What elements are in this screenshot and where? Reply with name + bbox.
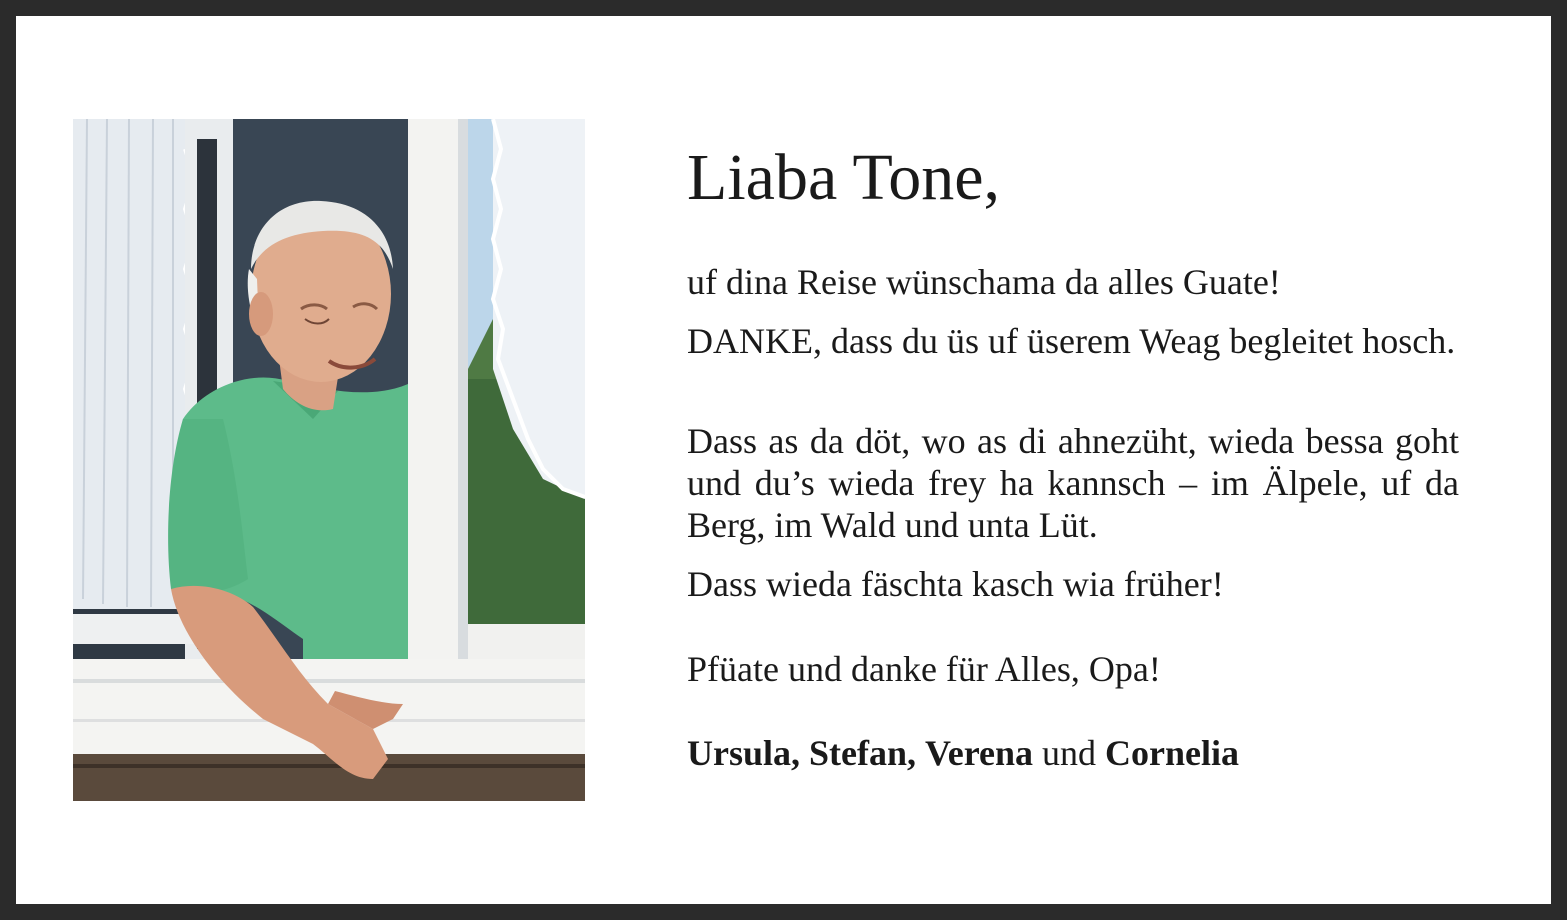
signature-name-cornelia: Cornelia (1105, 733, 1239, 773)
hope-paragraph: Dass as da döt, wo as di ahnezüht, wieda bessa goht und du’s wieda frey ha kannsch – im Älpele, uf da Berg, im Wald und unta Lüt. (687, 421, 1459, 545)
celebrate-line: Dass wieda fäschta kasch wia früher! (687, 564, 1224, 604)
signature-name-ursula: Ursula, (687, 733, 801, 773)
signature-name-stefan: Stefan, (809, 733, 917, 773)
thanks-line: DANKE, dass du üs uf üserem Weag begleitet hosch. (687, 321, 1456, 361)
wish-line: uf dina Reise wünschama da alles Guate! (687, 262, 1281, 302)
signature (687, 732, 1459, 774)
portrait-photo (73, 119, 585, 801)
farewell-line: Pfüate und danke für Alles, Opa! (687, 649, 1161, 689)
signature-name-verena: Verena (925, 733, 1034, 773)
greeting-heading: Liaba Tone, (687, 141, 1001, 214)
signature-conjunction: und (1042, 733, 1097, 773)
